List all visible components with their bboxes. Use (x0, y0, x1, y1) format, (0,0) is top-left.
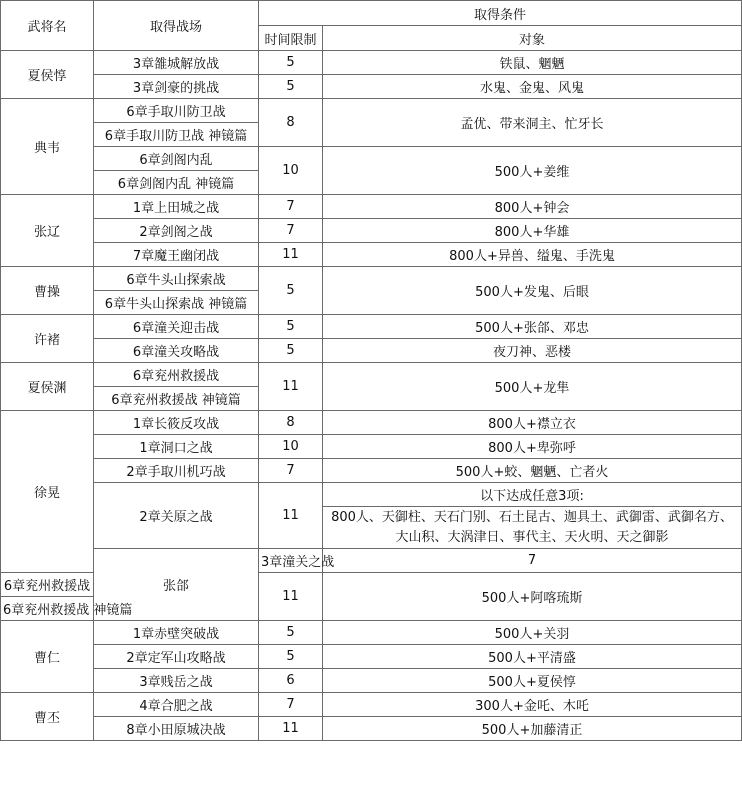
time-limit: 6 (259, 669, 323, 693)
time-limit: 7 (259, 195, 323, 219)
time-limit: 5 (259, 645, 323, 669)
battlefield: 6章兖州救援战 神镜篇 (1, 597, 94, 621)
table-row (1, 75, 742, 99)
table-row (1, 717, 742, 741)
time-limit: 11 (259, 243, 323, 267)
battlefield: 8章小田原城决战 (94, 717, 259, 741)
battlefield: 6章潼关攻略战 (94, 339, 259, 363)
general-name: 徐晃 (1, 411, 94, 573)
table-row (1, 243, 742, 267)
target-condition-list: 800人、天御柱、天石门别、石土昆古、迦具土、武御雷、武御名方、大山积、大涡津日、事代主、天火明、天之御影 (323, 507, 742, 549)
header-battlefield: 取得战场 (94, 1, 259, 51)
general-name: 夏侯渊 (1, 363, 94, 411)
table-row (1, 645, 742, 669)
target: 500人+姜维 (323, 147, 742, 195)
target: 800人+华雄 (323, 219, 742, 243)
time-limit: 7 (259, 459, 323, 483)
target: 孟优、带来洞主、忙牙长 (323, 99, 742, 147)
table-row (1, 315, 742, 339)
table-row (1, 339, 742, 363)
header-target: 对象 (323, 26, 742, 51)
battlefield: 1章上田城之战 (94, 195, 259, 219)
time-limit: 5 (259, 315, 323, 339)
table-row (1, 435, 742, 459)
time-limit: 5 (259, 75, 323, 99)
battlefield: 6章手取川防卫战 (94, 99, 259, 123)
target: 500人+关羽 (323, 621, 742, 645)
table-row (1, 549, 742, 573)
time-limit: 8 (259, 99, 323, 147)
target: 水鬼、金鬼、风鬼 (323, 75, 742, 99)
battlefield: 6章兖州救援战 (94, 363, 259, 387)
battlefield: 6章兖州救援战 (1, 573, 94, 597)
table-row (1, 363, 742, 387)
time-limit: 11 (259, 573, 323, 621)
battlefield: 2章定军山攻略战 (94, 645, 259, 669)
header-general: 武将名 (1, 1, 94, 51)
time-limit: 7 (323, 549, 742, 573)
target: 500人+平清盛 (323, 645, 742, 669)
target: 800人+钟会 (323, 195, 742, 219)
table-row (1, 693, 742, 717)
target: 500人+加藤清正 (323, 717, 742, 741)
target: 500人+龙隼 (323, 363, 742, 411)
general-name: 张郃 (94, 549, 259, 621)
target: 800人+卑弥呼 (323, 435, 742, 459)
target: 夜刀神、恶楼 (323, 339, 742, 363)
battlefield: 2章剑阁之战 (94, 219, 259, 243)
time-limit: 11 (259, 483, 323, 549)
target: 300人+金吒、木吒 (323, 693, 742, 717)
header-time-limit: 时间限制 (259, 26, 323, 51)
table-row (1, 669, 742, 693)
battlefield: 2章手取川机巧战 (94, 459, 259, 483)
table-row (1, 147, 742, 171)
battlefield: 6章手取川防卫战 神镜篇 (94, 123, 259, 147)
general-name: 典韦 (1, 99, 94, 195)
target: 500人+蛟、魍魉、亡者火 (323, 459, 742, 483)
general-name: 夏侯惇 (1, 51, 94, 99)
general-name: 张辽 (1, 195, 94, 267)
target: 铁鼠、魍魉 (323, 51, 742, 75)
time-limit: 10 (259, 147, 323, 195)
target-condition-heading: 以下达成任意3项: (323, 483, 742, 507)
battlefield: 6章潼关迎击战 (94, 315, 259, 339)
table-row (1, 51, 742, 75)
time-limit: 7 (259, 219, 323, 243)
target: 500人+张郃、邓忠 (323, 315, 742, 339)
general-name: 曹操 (1, 267, 94, 315)
target: 800人+襟立衣 (323, 411, 742, 435)
table-row (1, 459, 742, 483)
table-row (1, 621, 742, 645)
battlefield: 4章合肥之战 (94, 693, 259, 717)
table-row (1, 411, 742, 435)
battlefield: 7章魔王幽闭战 (94, 243, 259, 267)
time-limit: 5 (259, 51, 323, 75)
header-condition: 取得条件 (259, 1, 742, 26)
battlefield: 6章剑阁内乱 神镜篇 (94, 171, 259, 195)
battlefield: 6章剑阁内乱 (94, 147, 259, 171)
time-limit: 11 (259, 363, 323, 411)
time-limit: 5 (259, 339, 323, 363)
battlefield: 3章潼关之战 (259, 549, 323, 573)
time-limit: 5 (259, 621, 323, 645)
table-row (1, 483, 742, 507)
battlefield: 1章洞口之战 (94, 435, 259, 459)
time-limit: 5 (259, 267, 323, 315)
target: 800人+异兽、缢鬼、手洗鬼 (323, 243, 742, 267)
target: 500人+阿喀琉斯 (323, 573, 742, 621)
time-limit: 11 (259, 717, 323, 741)
general-name: 许褚 (1, 315, 94, 363)
battlefield: 6章兖州救援战 神镜篇 (94, 387, 259, 411)
battlefield: 3章雒城解放战 (94, 51, 259, 75)
general-name: 曹丕 (1, 693, 94, 741)
battlefield: 3章剑豪的挑战 (94, 75, 259, 99)
target: 500人+发鬼、后眼 (323, 267, 742, 315)
battlefield: 6章牛头山探索战 (94, 267, 259, 291)
table-row (1, 195, 742, 219)
battlefield: 1章长筱反攻战 (94, 411, 259, 435)
time-limit: 7 (259, 693, 323, 717)
table-row (1, 219, 742, 243)
time-limit: 10 (259, 435, 323, 459)
battlefield: 3章贱岳之战 (94, 669, 259, 693)
general-name: 曹仁 (1, 621, 94, 693)
time-limit: 8 (259, 411, 323, 435)
table-row (1, 99, 742, 123)
battlefield: 1章赤壁突破战 (94, 621, 259, 645)
target: 500人+夏侯惇 (323, 669, 742, 693)
battlefield: 2章关原之战 (94, 483, 259, 549)
table-row (1, 267, 742, 291)
battlefield: 6章牛头山探索战 神镜篇 (94, 291, 259, 315)
